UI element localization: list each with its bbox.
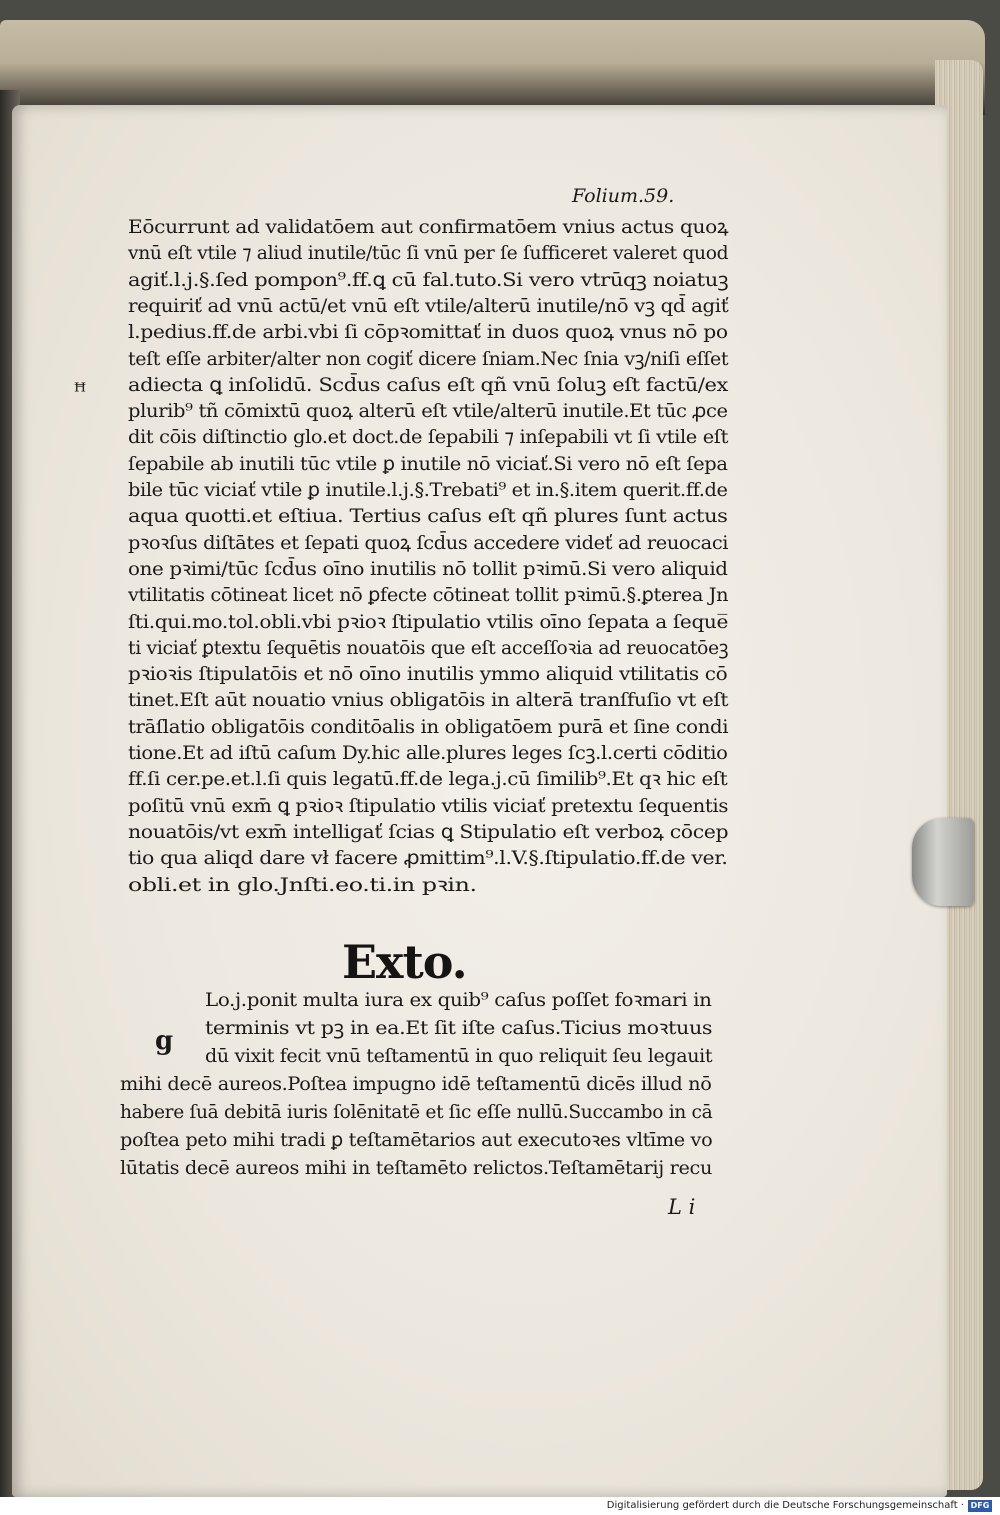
text-line: tio qua aliqd dare vł facere ꝓmittim⁹.l.V.§.ſtipulatio.ff.de ver. [128,847,728,870]
case-text-line: terminis vt pꝫ in ea.Et ſit iſte caſus.Ticius moꝛtuus [205,1017,713,1039]
text-line: plurib⁹ tñ cōmixtū quoꝝ alterū eſt vtile/alterū inutile.Et tūc ꝓce [128,400,728,423]
text-line: obli.et in glo.Jnſti.eo.ti.in pꝛin. [128,873,477,896]
text-line: pꝛoꝛſus diſtātes et ſepati quoꝝ ſcd̄us accedere videť ad reuocaci [128,531,729,554]
text-line: tinet.Eſt aūt nouatio vnius obligatōis in alterā tranſfuſio vt eſt [128,689,729,712]
book-top-edge [0,20,985,115]
text-line: one pꝛimi/tūc ſcd̄us oīno inutilis nō tollit pꝛimū.Si vero aliquid [128,557,728,580]
text-line: vtilitatis cōtineat licet nō ꝑfecte cōtineat tollit pꝛimū.§.ꝑterea Jn [128,584,729,607]
text-line: ſti.qui.mo.tol.obli.vbi pꝛioꝛ ſtipulatio vtilis oīno ſepata a ſeque̅ [128,610,728,633]
signature-mark: L i [668,1195,696,1219]
case-text-line: lūtatis decē aureos mihi in teſtamēto relictos.Teſtamētarij recu [120,1157,713,1179]
case-text-line: mihi decē aureos.Poſtea impugno idē teſtamentū dicēs illud nō [120,1073,712,1095]
text-line: tione.Et ad iſtū caſum Dy.hic alle.plures leges ſcꝫ.l.certi cōditio [128,742,728,764]
margin-mark: ꟸ [74,380,87,405]
text-line: bile tūc viciať vtile ꝑ inutile.l.j.§.Trebati⁹ et in.§.item querit.ff.de [128,479,728,501]
initial-letter: g [155,1026,174,1056]
text-line: teſt eſſe arbiter/alter non cogiť dicere ſniam.Nec ſnia vꝫ/niſi eſſet [128,347,729,370]
text-line: adiecta ꝗ inſolidū. Scd̄us caſus eſt qñ vnū ſoluꝫ eſt factū/ex [128,373,728,396]
text-line: l.pedius.ff.de arbi.vbi ſi cōpꝛomittať in duos quoꝝ vnus nō po [128,321,728,344]
dfg-logo: DFG [968,1500,992,1512]
text-line: ti viciať ꝑtextu ſequētis nouatōis que eſt acceſſoꝛia ad reuocatōeꝫ [128,636,729,659]
case-text-line: Lo.j.ponit multa iura ex quib⁹ caſus poſſet foꝛmari in [205,989,712,1011]
folio-number: Folium.59. [572,185,675,207]
text-line: ff.ſi cer.pe.et.l.ſi quis legatū.ff.de lega.j.cū ſimilib⁹.Et qꝛ hic eſt [128,768,728,791]
text-line: ſepabile ab inutili tūc vtile ꝑ inutile nō viciať.Si vero nō eſt ſepa [128,452,728,475]
text-line: nouatōis/vt exm̄ intelligať ſcias ꝗ Stipulatio eſt verboꝝ cōcep [128,820,729,843]
case-text-line: poſtea peto mihi tradi ꝑ teſtamētarios aut executoꝛes vltīme vo [120,1129,713,1151]
page-clip [912,818,974,906]
text-line: agiť.l.j.§.ſed pompon⁹.ff.ꝗ cū fal.tuto.Si vero vtrūqꝫ noiatuꝫ [128,268,729,291]
case-text-line: habere ſuā debitā iuris ſolēnitatē et ſic eſſe nullū.Succambo in cā [120,1101,713,1123]
text-line: aqua quotti.et eſtiua. Tertius caſus eſt qñ plures ſunt actus [128,505,728,528]
text-line: Eōcurrunt ad validatōem aut confirmatōem vnius actus quoꝝ [128,216,729,238]
text-line: vnū eſt vtile ⁊ aliud inutile/tūc ſi vnū per ſe ſufficeret valeret quod [128,242,729,265]
footer-credit: Digitalisierung gefördert durch die Deutsche Forschungsgemeinschaft · [606,1500,964,1511]
text-line: trāſlatio obligatōis conditōalis in obligatōem purā et ſine condi [128,715,729,738]
section-heading: Exto. [342,935,467,989]
text-line: pꝛioꝛis ſtipulatōis et nō oīno inutilis ymmo aliquid vtilitatis cō [128,663,728,686]
case-text-line: dū vixit fecit vnū teſtamentū in quo reliquit ſeu legauit [205,1045,713,1067]
text-line: poſitū vnū exm̄ ꝗ pꝛioꝛ ſtipulatio vtilis viciať pretextu ſequentis [128,794,729,817]
text-line: requiriť ad vnū actū/et vnū eſt vtile/alterū inutile/nō vꝫ qd̄ agiť [128,294,729,317]
text-line: dit cōis diſtinctio glo.et doct.de ſepabili ⁊ inſepabili vt ſi vtile eſt [128,426,729,449]
